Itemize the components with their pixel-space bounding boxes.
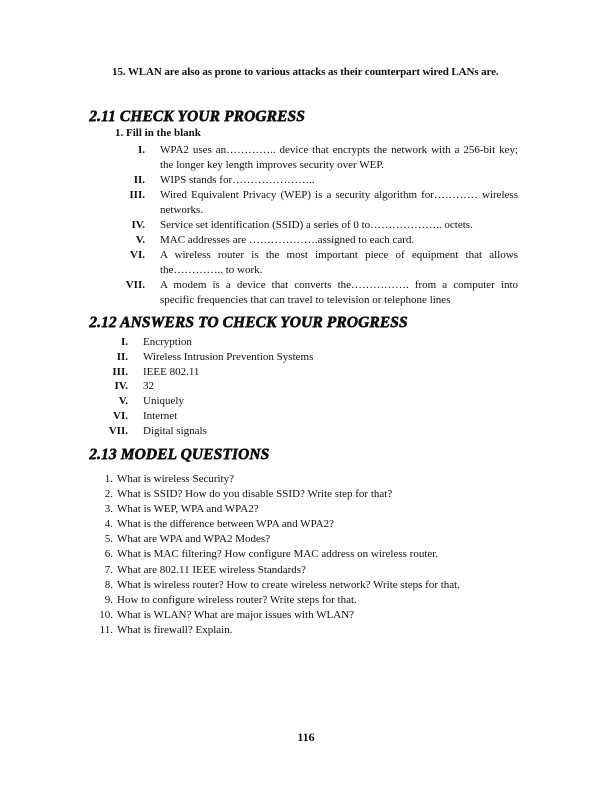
item-number: II.: [133, 174, 145, 186]
item-text: 32: [143, 380, 154, 393]
model-questions-heading: 2.13 MODEL QUESTIONS: [89, 446, 270, 463]
item-text: What is wireless router? How to create wireless network? Write steps for that.: [117, 578, 460, 591]
item-number: IV.: [114, 380, 128, 393]
item-text: What are WPA and WPA2 Modes?: [117, 533, 271, 546]
list-item: [0, 233, 612, 248]
item-number: 2.: [104, 488, 113, 501]
item-text: What is firewall? Explain.: [117, 623, 233, 636]
item-text: What is the difference between WPA and WPA2?: [117, 518, 334, 531]
item-number: VII.: [108, 424, 128, 437]
list-item: [0, 218, 612, 233]
item-number: 8.: [104, 578, 113, 591]
item-text: Service set identification (SSID) a series of 0 to……………….. octets.: [160, 219, 473, 231]
fill-blank-subheading: 1. Fill in the blank: [115, 127, 201, 139]
check-progress-heading: 2.11 CHECK YOUR PROGRESS: [89, 108, 305, 125]
item-text: Wireless Intrusion Prevention Systems: [143, 350, 314, 363]
item-text: What are 802.11 IEEE wireless Standards?: [117, 563, 306, 576]
list-item: [0, 394, 612, 409]
item-text: A wireless router is the most important piece of equipment that allows the………….. to work.: [160, 249, 518, 276]
item-text: WIPS stands for…………………..: [160, 174, 315, 186]
list-item: [0, 517, 612, 532]
list-item: [0, 563, 612, 578]
item-text: WPA2 uses an………….. device that encrypts the network with a 256-bit key; the longer key length improves security over WEP.: [160, 144, 518, 171]
list-item: [0, 593, 612, 608]
list-item: [0, 547, 612, 562]
item-text: Digital signals: [143, 424, 207, 437]
item-text: How to configure wireless router? Write steps for that.: [117, 593, 357, 606]
item-number: 3.: [104, 503, 113, 516]
list-item: [0, 578, 612, 593]
list-item: [0, 472, 612, 487]
item-text: MAC addresses are ……………….assigned to each card.: [160, 234, 415, 246]
item-number: V.: [135, 234, 145, 246]
item-text: What is SSID? How do you disable SSID? Write step for that?: [117, 488, 393, 501]
item-number: III.: [112, 365, 128, 378]
item-number: VII.: [125, 279, 145, 291]
list-item: [0, 248, 612, 278]
item-number: IV.: [131, 219, 145, 231]
item-number: V.: [118, 395, 128, 408]
item-text: Internet: [143, 409, 178, 422]
item-text: Encryption: [143, 336, 192, 348]
list-item: [0, 379, 612, 394]
intro-line: 15. WLAN are also as prone to various attacks as their counterpart wired LANs are.: [112, 66, 499, 78]
list-item: [0, 188, 612, 218]
list-item: [0, 502, 612, 517]
list-item: [0, 278, 612, 308]
list-item: [0, 143, 612, 173]
item-text: Wired Equivalent Privacy (WEP) is a security algorithm for………… wireless networks.: [160, 189, 518, 216]
item-text: Uniquely: [143, 395, 184, 408]
item-text: What is WLAN? What are major issues with WLAN?: [117, 608, 355, 621]
list-item: [0, 623, 612, 638]
item-number: 4.: [104, 518, 113, 531]
item-number: I.: [137, 144, 145, 156]
list-item: [0, 608, 612, 623]
item-number: 5.: [104, 533, 113, 546]
item-text: IEEE 802.11: [143, 365, 200, 378]
item-text: What is WEP, WPA and WPA2?: [117, 503, 259, 516]
list-item: [0, 335, 612, 350]
list-item: [0, 424, 612, 439]
answers-heading: 2.12 ANSWERS TO CHECK YOUR PROGRESS: [89, 314, 408, 331]
list-item: [0, 409, 612, 424]
item-number: II.: [116, 350, 128, 363]
item-number: VI.: [113, 409, 128, 422]
item-number: 6.: [104, 548, 113, 561]
item-number: I.: [120, 336, 128, 348]
item-text: A modem is a device that converts the……………. from a computer into specific frequencies that can travel to television or telephone lines: [160, 279, 518, 306]
item-number: 11.: [99, 623, 113, 636]
list-item: [0, 350, 612, 365]
item-number: VI.: [130, 249, 145, 261]
item-number: 9.: [104, 593, 113, 606]
page-number: 116: [297, 730, 315, 744]
list-item: [0, 487, 612, 502]
fill-blank-list: [0, 143, 612, 308]
list-item: [0, 532, 612, 547]
list-item: [0, 365, 612, 380]
item-number: 7.: [104, 563, 113, 576]
item-text: What is MAC filtering? How configure MAC address on wireless router.: [117, 548, 439, 561]
item-number: 10.: [99, 608, 113, 621]
model-questions-list: [0, 472, 612, 638]
item-text: What is wireless Security?: [117, 473, 234, 485]
item-number: 1.: [104, 473, 113, 485]
item-number: III.: [129, 189, 145, 201]
list-item: [0, 173, 612, 188]
answers-list: [0, 335, 612, 439]
